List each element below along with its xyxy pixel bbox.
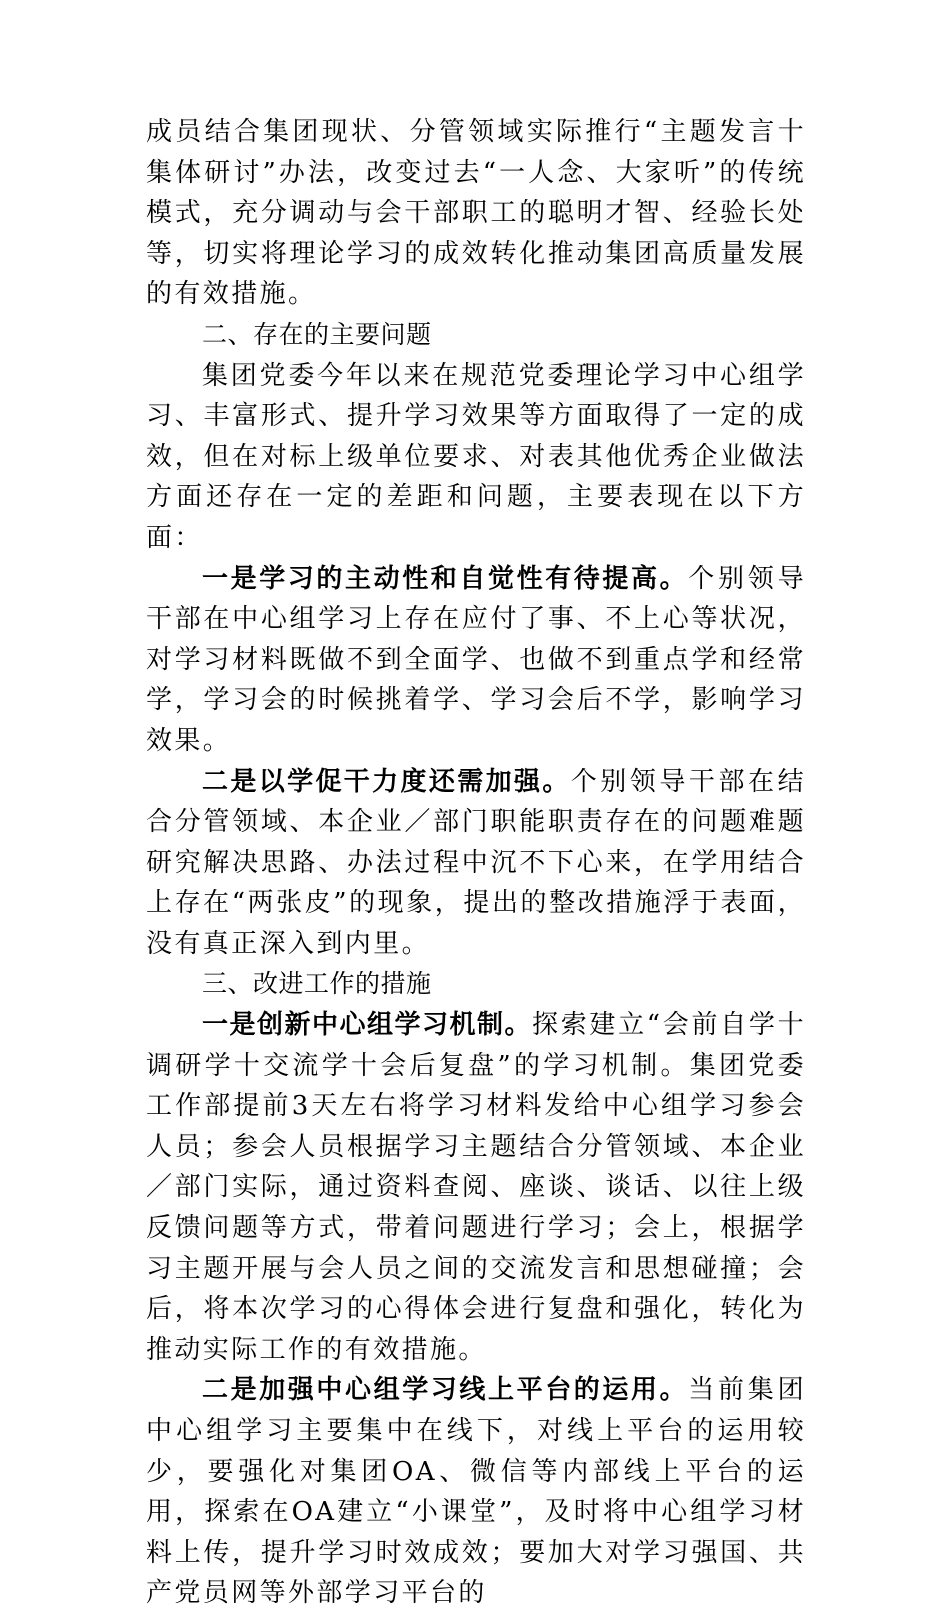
bold-lead-text: 一是创新中心组学习机制。 [202, 1010, 532, 1041]
paragraph-text: 集团党委今年以来在规范党委理论学习中心组学习、丰富形式、提升学习效果等方面取得了一定的成效，但在对标上级单位要求、对表其他优秀企业做法方面还存在一定的差距和问题，主要表现在以下方面： [146, 360, 806, 553]
bold-lead-text: 一是学习的主动性和自觉性有待提高。 [202, 563, 689, 594]
bold-lead-text: 二是加强中心组学习线上平台的运用。 [202, 1375, 689, 1406]
bold-lead-text: 二是以学促干力度还需加强。 [202, 766, 571, 797]
document-body [146, 112, 806, 1614]
paragraph-text: 个别领导干部在中心组学习上存在应付了事、不上心等状况，对学习材料既做不到全面学、也做不到重点学和经常学，学习会的时候挑着学、学习会后不学，影响学习效果。 [146, 563, 806, 756]
paragraph-measure-1 [146, 1005, 806, 1370]
section-heading-2 [146, 315, 806, 356]
paragraph-continuation [146, 112, 806, 315]
heading-text: 三、改进工作的措施 [202, 969, 432, 999]
paragraph-measure-2 [146, 1370, 806, 1614]
section-heading-3 [146, 964, 806, 1005]
paragraph-text: 个别领导干部在结合分管领域、本企业／部门职能职责存在的问题难题研究解决思路、办法过程中沉不下心来，在学用结合上存在“两张皮”的现象，提出的整改措施浮于表面，没有真正深入到内里。 [146, 766, 807, 959]
paragraph-text: 探索建立“会前自学十调研学十交流学十会后复盘”的学习机制。集团党委工作部提前3天左右将学习材料发给中心组学习参会人员；参会人员根据学习主题结合分管领域、本企业／部门实际，通过资料查阅、座谈、谈话、以往上级反馈问题等方式，带着问题进行学习；会上，根据学习主题开展与会人员之间的交流发言和思想碰撞；会后，将本次学习的心得体会进行复盘和强化，转化为推动实际工作的有效措施。 [146, 1010, 806, 1365]
paragraph-text: 成员结合集团现状、分管领域实际推行“主题发言十集体研讨”办法，改变过去“一人念、大家听”的传统模式，充分调动与会干部职工的聪明才智、经验长处等，切实将理论学习的成效转化推动集团高质量发展的有效措施。 [146, 117, 806, 310]
heading-text: 二、存在的主要问题 [202, 319, 432, 349]
paragraph-text: 当前集团中心组学习主要集中在线下，对线上平台的运用较少，要强化对集团OA、微信等内部线上平台的运用，探索在OA建立“小课堂”，及时将中心组学习材料上传，提升学习时效成效；要加大对学习强国、共产党员网等外部学习平台的 [146, 1375, 806, 1609]
paragraph-problem-2 [146, 762, 806, 965]
paragraph-problems-intro [146, 356, 806, 559]
paragraph-problem-1 [146, 559, 806, 762]
